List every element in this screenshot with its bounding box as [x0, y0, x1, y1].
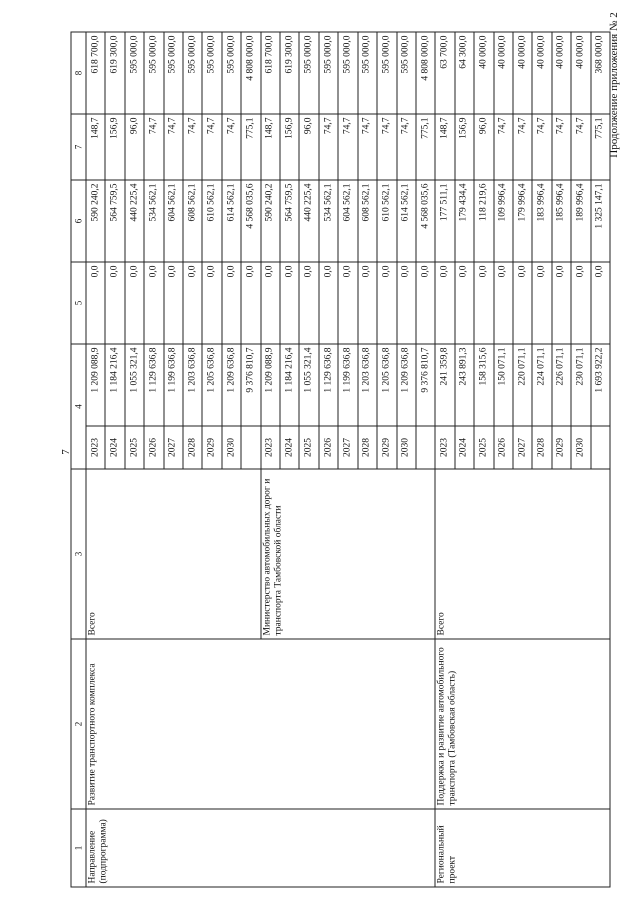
value-cell-c5: 0,0: [241, 262, 260, 344]
value-cell-c7: 74,7: [377, 114, 396, 180]
value-cell-c5: 0,0: [435, 262, 454, 344]
value-cell-c6: 4 568 035,6: [241, 180, 260, 262]
year-cell: 2029: [202, 426, 221, 469]
value-cell-c4: 1 055 321,4: [124, 344, 143, 426]
value-cell-c5: 0,0: [260, 262, 279, 344]
value-cell-c6: 4 568 035,6: [415, 180, 434, 262]
year-cell: 2028: [532, 426, 551, 469]
column-header-1: 1: [71, 809, 86, 887]
value-cell-c4: 1 209 636,8: [396, 344, 415, 426]
value-cell-c7: 74,7: [493, 114, 512, 180]
value-cell-c7: 74,7: [512, 114, 531, 180]
value-cell-c4: 158 315,6: [474, 344, 493, 426]
column-header-6: 6: [71, 180, 86, 262]
value-cell-c8: 595 000,0: [318, 32, 337, 114]
value-cell-c4: 1 184 216,4: [105, 344, 124, 426]
value-cell-c5: 0,0: [183, 262, 202, 344]
value-cell-c8: 595 000,0: [183, 32, 202, 114]
value-cell-c6: 534 562,1: [318, 180, 337, 262]
value-cell-c8: 595 000,0: [163, 32, 182, 114]
value-cell-c4: 1 055 321,4: [299, 344, 318, 426]
value-cell-c6: 1 325 147,1: [590, 180, 609, 262]
value-cell-c5: 0,0: [493, 262, 512, 344]
year-cell: 2029: [377, 426, 396, 469]
year-cell: 2025: [474, 426, 493, 469]
year-cell: 2027: [338, 426, 357, 469]
value-cell-c8: 4 808 000,0: [415, 32, 434, 114]
year-cell: 2023: [260, 426, 279, 469]
executor-cell: Министерство автомобильных дорог и транспорта Тамбовской области: [260, 469, 435, 639]
value-cell-c6: 183 996,4: [532, 180, 551, 262]
year-cell: 2030: [396, 426, 415, 469]
value-cell-c8: 595 000,0: [396, 32, 415, 114]
value-cell-c8: 595 000,0: [124, 32, 143, 114]
value-cell-c4: 1 129 636,8: [144, 344, 163, 426]
value-cell-c5: 0,0: [86, 262, 105, 344]
year-cell: 2023: [86, 426, 105, 469]
value-cell-c4: 1 184 216,4: [280, 344, 299, 426]
value-cell-c5: 0,0: [415, 262, 434, 344]
value-cell-c6: 608 562,1: [357, 180, 376, 262]
value-cell-c7: 775,1: [241, 114, 260, 180]
value-cell-c7: 156,9: [105, 114, 124, 180]
value-cell-c5: 0,0: [202, 262, 221, 344]
value-cell-c7: 775,1: [590, 114, 609, 180]
value-cell-c8: 595 000,0: [299, 32, 318, 114]
value-cell-c8: 4 808 000,0: [241, 32, 260, 114]
value-cell-c4: 243 891,3: [454, 344, 473, 426]
value-cell-c6: 179 996,4: [512, 180, 531, 262]
column-header-7: 7: [71, 114, 86, 180]
value-cell-c6: 614 562,1: [221, 180, 240, 262]
value-cell-c5: 0,0: [299, 262, 318, 344]
year-cell: 2029: [551, 426, 570, 469]
value-cell-c7: 74,7: [551, 114, 570, 180]
year-cell: 2028: [183, 426, 202, 469]
year-cell: 2030: [221, 426, 240, 469]
value-cell-c7: 74,7: [338, 114, 357, 180]
table-row: [435, 32, 454, 887]
value-cell-c4: 1 205 636,8: [202, 344, 221, 426]
year-cell: 2025: [299, 426, 318, 469]
value-cell-c8: 40 000,0: [512, 32, 531, 114]
value-cell-c7: 148,7: [86, 114, 105, 180]
budget-table: [70, 32, 610, 888]
value-cell-c7: 156,9: [280, 114, 299, 180]
value-cell-c5: 0,0: [338, 262, 357, 344]
value-cell-c6: 179 434,4: [454, 180, 473, 262]
value-cell-c4: 1 129 636,8: [318, 344, 337, 426]
value-cell-c5: 0,0: [318, 262, 337, 344]
value-cell-c5: 0,0: [144, 262, 163, 344]
value-cell-c4: 1 205 636,8: [377, 344, 396, 426]
program-name-cell: Поддержка и развитие автомобильного транспорта (Тамбовская область): [435, 639, 610, 809]
year-cell: 2023: [435, 426, 454, 469]
value-cell-c4: 1 203 636,8: [357, 344, 376, 426]
value-cell-c5: 0,0: [474, 262, 493, 344]
value-cell-c6: 564 759,5: [105, 180, 124, 262]
year-cell: 2024: [105, 426, 124, 469]
year-cell: 2026: [318, 426, 337, 469]
value-cell-c8: 595 000,0: [202, 32, 221, 114]
year-cell: 2026: [144, 426, 163, 469]
value-cell-c4: 1 209 088,9: [86, 344, 105, 426]
value-cell-c4: 224 071,1: [532, 344, 551, 426]
value-cell-c5: 0,0: [512, 262, 531, 344]
year-cell: 2027: [512, 426, 531, 469]
year-cell: [415, 426, 434, 469]
value-cell-c4: 1 199 636,8: [163, 344, 182, 426]
value-cell-c8: 618 700,0: [86, 32, 105, 114]
value-cell-c6: 608 562,1: [183, 180, 202, 262]
value-cell-c8: 595 000,0: [377, 32, 396, 114]
value-cell-c4: 1 203 636,8: [183, 344, 202, 426]
year-cell: 2025: [124, 426, 143, 469]
value-cell-c6: 610 562,1: [202, 180, 221, 262]
value-cell-c8: 40 000,0: [532, 32, 551, 114]
value-cell-c5: 0,0: [163, 262, 182, 344]
value-cell-c6: 564 759,5: [280, 180, 299, 262]
value-cell-c7: 74,7: [396, 114, 415, 180]
value-cell-c7: 74,7: [318, 114, 337, 180]
value-cell-c8: 63 700,0: [435, 32, 454, 114]
value-cell-c7: 74,7: [183, 114, 202, 180]
value-cell-c5: 0,0: [532, 262, 551, 344]
column-header-5: 5: [71, 262, 86, 344]
value-cell-c8: 595 000,0: [221, 32, 240, 114]
value-cell-c6: 118 219,6: [474, 180, 493, 262]
table-body: [86, 32, 610, 887]
year-cell: 2024: [454, 426, 473, 469]
value-cell-c5: 0,0: [571, 262, 590, 344]
value-cell-c7: 74,7: [202, 114, 221, 180]
column-header-4: 4: [71, 344, 86, 469]
value-cell-c6: 177 511,1: [435, 180, 454, 262]
year-cell: [241, 426, 260, 469]
value-cell-c4: 150 071,1: [493, 344, 512, 426]
value-cell-c8: 595 000,0: [338, 32, 357, 114]
value-cell-c7: 775,1: [415, 114, 434, 180]
value-cell-c4: 9 376 810,7: [241, 344, 260, 426]
value-cell-c6: 440 225,4: [299, 180, 318, 262]
value-cell-c5: 0,0: [105, 262, 124, 344]
column-header-3: 3: [71, 469, 86, 639]
value-cell-c5: 0,0: [454, 262, 473, 344]
category-cell: Региональный проект: [435, 809, 610, 887]
value-cell-c6: 604 562,1: [338, 180, 357, 262]
category-cell: Направление (подпрограмма): [86, 809, 435, 887]
program-name-cell: Развитие транспортного комплекса: [86, 639, 435, 809]
value-cell-c7: 74,7: [532, 114, 551, 180]
value-cell-c8: 40 000,0: [474, 32, 493, 114]
value-cell-c8: 595 000,0: [144, 32, 163, 114]
value-cell-c4: 226 071,1: [551, 344, 570, 426]
value-cell-c5: 0,0: [551, 262, 570, 344]
value-cell-c8: 619 300,0: [280, 32, 299, 114]
value-cell-c8: 40 000,0: [551, 32, 570, 114]
value-cell-c5: 0,0: [396, 262, 415, 344]
value-cell-c4: 230 071,1: [571, 344, 590, 426]
value-cell-c7: 74,7: [357, 114, 376, 180]
year-cell: 2027: [163, 426, 182, 469]
value-cell-c8: 64 300,0: [454, 32, 473, 114]
rotated-table-wrapper: [70, 33, 610, 888]
value-cell-c7: 74,7: [571, 114, 590, 180]
executor-cell: Всего: [86, 469, 261, 639]
value-cell-c8: 595 000,0: [357, 32, 376, 114]
value-cell-c5: 0,0: [221, 262, 240, 344]
year-cell: 2026: [493, 426, 512, 469]
value-cell-c6: 440 225,4: [124, 180, 143, 262]
value-cell-c5: 0,0: [280, 262, 299, 344]
value-cell-c7: 156,9: [454, 114, 473, 180]
value-cell-c6: 614 562,1: [396, 180, 415, 262]
executor-cell: Всего: [435, 469, 610, 639]
continuation-caption: Продолжение приложения № 2: [608, 12, 620, 158]
value-cell-c6: 534 562,1: [144, 180, 163, 262]
value-cell-c4: 241 359,8: [435, 344, 454, 426]
value-cell-c7: 74,7: [221, 114, 240, 180]
value-cell-c6: 189 996,4: [571, 180, 590, 262]
value-cell-c7: 148,7: [435, 114, 454, 180]
value-cell-c6: 610 562,1: [377, 180, 396, 262]
column-header-2: 2: [71, 639, 86, 809]
value-cell-c4: 1 209 088,9: [260, 344, 279, 426]
value-cell-c5: 0,0: [590, 262, 609, 344]
value-cell-c6: 185 996,4: [551, 180, 570, 262]
year-cell: 2028: [357, 426, 376, 469]
value-cell-c8: 618 700,0: [260, 32, 279, 114]
table-row: [86, 32, 105, 887]
year-cell: 2030: [571, 426, 590, 469]
value-cell-c8: 368 000,0: [590, 32, 609, 114]
value-cell-c6: 604 562,1: [163, 180, 182, 262]
year-cell: [590, 426, 609, 469]
value-cell-c8: 40 000,0: [571, 32, 590, 114]
value-cell-c7: 96,0: [474, 114, 493, 180]
value-cell-c8: 40 000,0: [493, 32, 512, 114]
year-cell: 2024: [280, 426, 299, 469]
header-row: [71, 32, 86, 887]
value-cell-c5: 0,0: [357, 262, 376, 344]
page-number: 7: [60, 449, 72, 455]
value-cell-c4: 1 199 636,8: [338, 344, 357, 426]
value-cell-c4: 1 209 636,8: [221, 344, 240, 426]
value-cell-c6: 590 240,2: [86, 180, 105, 262]
value-cell-c8: 619 300,0: [105, 32, 124, 114]
value-cell-c4: 9 376 810,7: [415, 344, 434, 426]
value-cell-c5: 0,0: [124, 262, 143, 344]
column-header-8: 8: [71, 32, 86, 114]
value-cell-c7: 148,7: [260, 114, 279, 180]
value-cell-c4: 220 071,1: [512, 344, 531, 426]
value-cell-c5: 0,0: [377, 262, 396, 344]
value-cell-c7: 96,0: [124, 114, 143, 180]
value-cell-c4: 1 693 922,2: [590, 344, 609, 426]
value-cell-c6: 109 996,4: [493, 180, 512, 262]
value-cell-c7: 74,7: [144, 114, 163, 180]
value-cell-c7: 96,0: [299, 114, 318, 180]
value-cell-c6: 590 240,2: [260, 180, 279, 262]
value-cell-c7: 74,7: [163, 114, 182, 180]
